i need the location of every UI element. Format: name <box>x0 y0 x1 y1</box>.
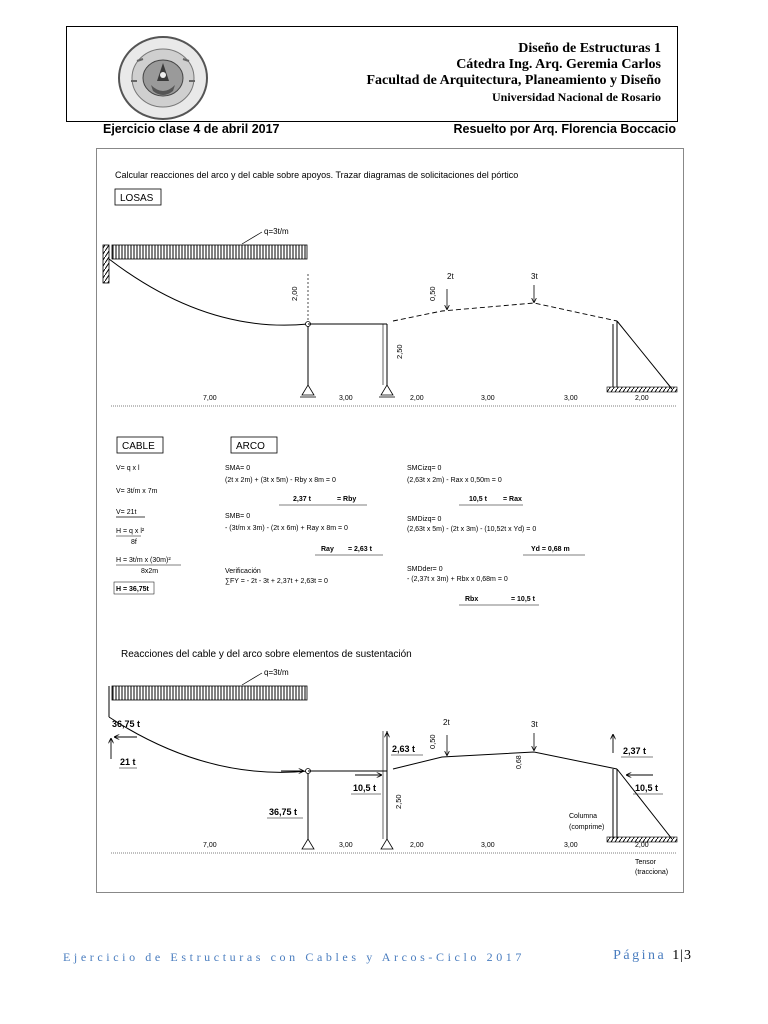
columna-note: (comprime) <box>569 824 605 831</box>
cable-line-1: V= q x l <box>116 465 140 472</box>
structure-drawing <box>97 149 685 894</box>
reactions-diagram <box>109 668 677 849</box>
smc-izq-result: 10,5 t <box>469 496 487 503</box>
reaction-cable-h-mid: 36,75 t <box>269 807 298 817</box>
cable-line-2: V= 3t/m x 7m <box>116 488 158 495</box>
arch-line-2 <box>393 752 617 769</box>
smd-izq-equation: (2,63t x 5m) - (2t x 3m) - (10,52t x Yd) = 0 <box>407 526 537 533</box>
span-3-b: 2,00 <box>410 842 424 849</box>
chair-name: Cátedra Ing. Arq. Geremia Carlos <box>456 57 661 72</box>
reaction-arco-v-left: 2,63 t <box>392 744 416 754</box>
span-4-b: 3,00 <box>481 842 495 849</box>
sag-dimension: 2,00 <box>290 286 299 301</box>
exercise-panel <box>96 148 684 893</box>
span-6-b: 2,00 <box>635 842 649 849</box>
load-label: q=3t/m <box>264 227 289 236</box>
reaction-cable-h-left: 36,75 t <box>112 719 141 729</box>
point-load-3t: 3t <box>531 272 538 281</box>
footer-title: Ejercicio de Estructuras con Cables y Arcos-Ciclo 2017 <box>63 950 525 964</box>
span-4: 3,00 <box>481 395 495 402</box>
cable-line-6: H = 3t/m x (30m)² <box>116 557 171 564</box>
smd-izq-title: SMDizq= 0 <box>407 516 442 523</box>
span-5-b: 3,00 <box>564 842 578 849</box>
sma-title: SMA= 0 <box>225 465 251 472</box>
cable-line-4: H = q x l² <box>116 528 145 535</box>
tensor-note: (tracciona) <box>635 869 669 876</box>
columna-label: Columna <box>569 813 598 820</box>
reaction-arco-h-right: 10,5 t <box>635 783 659 793</box>
column-height: 2,50 <box>395 344 404 359</box>
load-label-2: q=3t/m <box>264 668 289 677</box>
smd-der-result: = 10,5 t <box>511 596 535 603</box>
university-seal <box>117 35 209 121</box>
reactions-title: Reacciones del cable y del arco sobre elementos de sustentación <box>121 649 412 660</box>
smd-der-title: SMDder= 0 <box>407 566 443 573</box>
cable-result: H = 36,75t <box>116 586 149 593</box>
smb-result-label: Ray <box>321 546 334 553</box>
span-5: 3,00 <box>564 395 578 402</box>
smb-result: = 2,63 t <box>348 546 372 553</box>
cable-line-3: V= 21t <box>116 509 137 516</box>
wall-support <box>103 245 109 283</box>
solved-by: Resuelto por Arq. Florencia Boccacio <box>453 122 676 136</box>
instruction-text: Calcular reacciones del arco y del cable sobre apoyos. Trazar diagramas de solicitaciones del pórtico <box>115 170 519 180</box>
arch-line <box>393 303 617 321</box>
page-indicator <box>613 948 692 964</box>
reaction-arco-v-right: 2,37 t <box>623 746 647 756</box>
page-number: 1|3 <box>672 948 692 963</box>
cable-line-7: 8x2m <box>141 568 159 575</box>
arco-title: ARCO <box>236 441 265 452</box>
tensor-label: Tensor <box>635 859 657 866</box>
uniform-load <box>112 245 307 259</box>
sma-result: 2,37 t <box>293 496 311 503</box>
smc-izq-title: SMCizq= 0 <box>407 465 442 472</box>
cable-line-5: 8f <box>131 539 137 546</box>
smc-izq-result-label: = Rax <box>503 496 522 503</box>
moments-calculation <box>407 465 585 605</box>
reaction-cable-v: 21 t <box>120 757 136 767</box>
smd-der-equation: - (2,37t x 3m) + Rbx x 0,68m = 0 <box>407 576 508 583</box>
top-structure-diagram <box>103 227 677 397</box>
university-name: Universidad Nacional de Rosario <box>491 90 661 104</box>
span-1: 7,00 <box>203 395 217 402</box>
page-word: Página <box>613 948 667 963</box>
dimension-line-bottom <box>111 842 677 876</box>
tensor <box>617 321 672 389</box>
cable-calculation <box>114 465 181 594</box>
cable-curve <box>109 259 308 325</box>
smb-title: SMB= 0 <box>225 513 251 520</box>
span-1-b: 7,00 <box>203 842 217 849</box>
sma-equation: (2t x 2m) + (3t x 5m) - Rby x 8m = 0 <box>225 477 336 484</box>
span-6: 2,00 <box>635 395 649 402</box>
rise-dimension-3: 0,68 <box>516 755 523 769</box>
arco-calculation <box>225 465 383 585</box>
smd-izq-result: Yd = 0,68 m <box>531 546 570 553</box>
column-height-2: 2,50 <box>394 794 403 809</box>
reaction-arco-h-left: 10,5 t <box>353 783 377 793</box>
sma-result-label: = Rby <box>337 496 357 503</box>
smd-der-result-label: Rbx <box>465 596 479 603</box>
point-load-3t-b: 3t <box>531 720 538 729</box>
losas-label: LOSAS <box>120 193 154 204</box>
verification-title: Verificación <box>225 568 261 575</box>
point-load-2t: 2t <box>447 272 454 281</box>
span-2-b: 3,00 <box>339 842 353 849</box>
span-2: 3,00 <box>339 395 353 402</box>
faculty-name: Facultad de Arquitectura, Planeamiento y Diseño <box>366 73 661 88</box>
course-title: Diseño de Estructuras 1 <box>518 41 661 56</box>
verification-equation: ∑FY = - 2t - 3t + 2,37t + 2,63t = 0 <box>225 578 328 585</box>
span-3: 2,00 <box>410 395 424 402</box>
header-box <box>66 26 678 122</box>
smb-equation: - (3t/m x 3m) - (2t x 6m) + Ray x 8m = 0 <box>225 525 348 532</box>
rise-dimension: 0,50 <box>428 286 437 301</box>
smc-izq-equation: (2,63t x 2m) - Rax x 0,50m = 0 <box>407 477 502 484</box>
cable-title: CABLE <box>122 441 155 452</box>
point-load-2t-b: 2t <box>443 718 450 727</box>
rise-dimension-2: 0,50 <box>428 734 437 749</box>
exercise-date: Ejercicio clase 4 de abril 2017 <box>103 122 280 136</box>
